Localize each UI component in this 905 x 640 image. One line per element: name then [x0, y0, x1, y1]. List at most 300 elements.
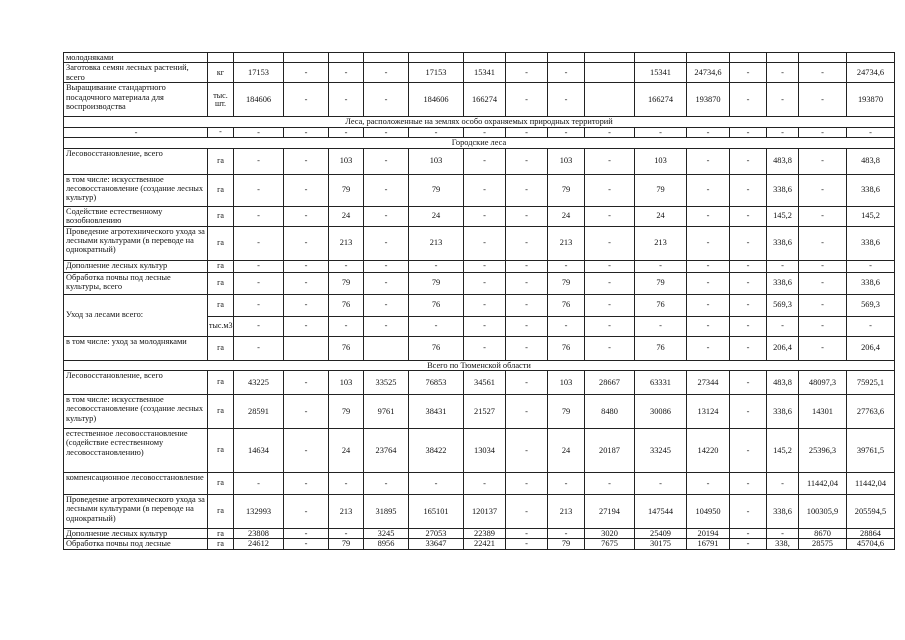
value-cell	[635, 53, 687, 63]
value-cell: 3245	[364, 529, 409, 539]
value-cell: -	[799, 316, 847, 336]
value-cell: -	[548, 473, 585, 495]
value-cell: -	[506, 127, 548, 137]
unit-cell: га	[208, 336, 234, 360]
value-cell: 79	[548, 539, 585, 549]
unit-cell: га	[208, 206, 234, 226]
value-cell: 25396,3	[799, 429, 847, 473]
value-cell: -	[799, 127, 847, 137]
value-cell: 17153	[409, 63, 464, 83]
value-cell: 79	[548, 174, 585, 206]
value-cell: 569,3	[767, 294, 799, 316]
value-cell: 8956	[364, 539, 409, 549]
value-cell: 193870	[687, 83, 730, 117]
row-label: Проведение агротехнического ухода за лесными культурами (в переводе на однократный)	[64, 226, 208, 260]
value-cell: -	[409, 316, 464, 336]
value-cell: -	[329, 83, 364, 117]
value-cell: 14220	[687, 429, 730, 473]
value-cell: 79	[329, 174, 364, 206]
value-cell: 15341	[635, 63, 687, 83]
value-cell: 79	[409, 174, 464, 206]
table-row	[64, 63, 895, 83]
value-cell: -	[506, 174, 548, 206]
value-cell: 338,6	[767, 272, 799, 294]
table-row	[64, 226, 895, 260]
value-cell: -	[234, 336, 284, 360]
row-label: Заготовка семян лесных растений, всего	[64, 63, 208, 83]
value-cell: 338,6	[767, 174, 799, 206]
value-cell: 28591	[234, 395, 284, 429]
value-cell: -	[234, 174, 284, 206]
value-cell: -	[585, 316, 635, 336]
value-cell: 20194	[687, 529, 730, 539]
value-cell: -	[506, 83, 548, 117]
value-cell: -	[585, 206, 635, 226]
value-cell: -	[847, 260, 895, 272]
value-cell: 27344	[687, 371, 730, 395]
value-cell: 184606	[234, 83, 284, 117]
unit-cell: га	[208, 429, 234, 473]
unit-cell: кг	[208, 63, 234, 83]
value-cell: 22421	[464, 539, 506, 549]
value-cell: 145,2	[847, 206, 895, 226]
value-cell	[284, 53, 329, 63]
value-cell: -	[464, 316, 506, 336]
value-cell: -	[687, 206, 730, 226]
section-header-row	[64, 117, 895, 127]
value-cell: -	[730, 316, 767, 336]
table-row	[64, 83, 895, 117]
value-cell: 38431	[409, 395, 464, 429]
value-cell: -	[284, 429, 329, 473]
value-cell: -	[284, 260, 329, 272]
value-cell: 79	[635, 174, 687, 206]
value-cell: 213	[548, 495, 585, 529]
table-row	[64, 53, 895, 63]
value-cell: -	[730, 495, 767, 529]
value-cell: -	[329, 260, 364, 272]
row-label: Выращивание стандартного посадочного материала для воспроизводства	[64, 83, 208, 117]
value-cell: 76	[548, 294, 585, 316]
value-cell: 24734,6	[687, 63, 730, 83]
value-cell: -	[234, 206, 284, 226]
value-cell: -	[234, 260, 284, 272]
value-cell: 483,8	[767, 148, 799, 174]
value-cell: -	[506, 473, 548, 495]
row-label: Лесовосстановление, всего	[64, 371, 208, 395]
unit-cell: га	[208, 395, 234, 429]
value-cell: 103	[329, 371, 364, 395]
table-row	[64, 539, 895, 549]
value-cell: 166274	[635, 83, 687, 117]
value-cell: -	[635, 473, 687, 495]
table-row	[64, 395, 895, 429]
value-cell: -	[329, 473, 364, 495]
row-label: Обработка почвы под лесные культуры, всего	[64, 272, 208, 294]
value-cell: -	[506, 395, 548, 429]
unit-cell: -	[208, 127, 234, 137]
value-cell: -	[329, 529, 364, 539]
value-cell: -	[284, 148, 329, 174]
value-cell: -	[585, 294, 635, 316]
value-cell: 7675	[585, 539, 635, 549]
value-cell: 63331	[635, 371, 687, 395]
value-cell: -	[284, 226, 329, 260]
value-cell: -	[364, 294, 409, 316]
value-cell: -	[329, 316, 364, 336]
value-cell: -	[730, 127, 767, 137]
value-cell: 16791	[687, 539, 730, 549]
value-cell: -	[847, 316, 895, 336]
value-cell: -	[464, 148, 506, 174]
value-cell: -	[687, 336, 730, 360]
unit-cell: тыс. шт.	[208, 83, 234, 117]
value-cell: 483,8	[767, 371, 799, 395]
unit-cell	[208, 53, 234, 63]
value-cell: -	[687, 226, 730, 260]
row-label: Обработка почвы под лесные	[64, 539, 208, 549]
value-cell: -	[506, 226, 548, 260]
value-cell: -	[284, 174, 329, 206]
value-cell	[548, 53, 585, 63]
row-label: Лесовосстановление, всего	[64, 148, 208, 174]
value-cell: -	[464, 127, 506, 137]
value-cell: -	[799, 206, 847, 226]
value-cell: -	[364, 473, 409, 495]
value-cell: -	[548, 529, 585, 539]
value-cell: -	[548, 63, 585, 83]
unit-cell: га	[208, 371, 234, 395]
table-row	[64, 272, 895, 294]
value-cell: 193870	[847, 83, 895, 117]
value-cell: -	[730, 148, 767, 174]
value-cell	[409, 53, 464, 63]
value-cell: -	[799, 260, 847, 272]
value-cell: 8670	[799, 529, 847, 539]
value-cell	[585, 53, 635, 63]
value-cell: -	[464, 260, 506, 272]
value-cell	[364, 53, 409, 63]
value-cell: 21527	[464, 395, 506, 429]
value-cell: 20187	[585, 429, 635, 473]
value-cell: -	[548, 127, 585, 137]
value-cell: 11442,04	[799, 473, 847, 495]
value-cell: -	[548, 260, 585, 272]
row-label: Дополнение лесных культур	[64, 260, 208, 272]
value-cell	[585, 63, 635, 83]
table-row	[64, 127, 895, 137]
value-cell: 76	[409, 336, 464, 360]
unit-cell: га	[208, 226, 234, 260]
value-cell: -	[284, 294, 329, 316]
value-cell: -	[409, 473, 464, 495]
value-cell: -	[767, 127, 799, 137]
value-cell	[364, 336, 409, 360]
value-cell: 145,2	[767, 429, 799, 473]
value-cell: -	[364, 174, 409, 206]
value-cell: 76853	[409, 371, 464, 395]
value-cell: 79	[329, 395, 364, 429]
value-cell: 338,6	[847, 174, 895, 206]
value-cell	[329, 53, 364, 63]
value-cell: 79	[329, 272, 364, 294]
value-cell: -	[585, 226, 635, 260]
value-cell: -	[284, 83, 329, 117]
value-cell: 103	[409, 148, 464, 174]
value-cell: 483,8	[847, 148, 895, 174]
value-cell: -	[730, 63, 767, 83]
value-cell: 103	[548, 371, 585, 395]
value-cell: -	[234, 316, 284, 336]
value-cell: 165101	[409, 495, 464, 529]
value-cell: -	[234, 294, 284, 316]
value-cell: 24	[409, 206, 464, 226]
value-cell	[585, 83, 635, 117]
value-cell: 24	[548, 429, 585, 473]
value-cell: -	[585, 473, 635, 495]
value-cell	[730, 53, 767, 63]
value-cell: -	[464, 174, 506, 206]
value-cell: 9761	[364, 395, 409, 429]
value-cell: 338,6	[767, 495, 799, 529]
value-cell: -	[687, 174, 730, 206]
value-cell: 24	[329, 429, 364, 473]
value-cell: -	[364, 260, 409, 272]
section-header-row	[64, 138, 895, 148]
value-cell: -	[234, 473, 284, 495]
value-cell: 24	[635, 206, 687, 226]
value-cell: 24	[548, 206, 585, 226]
value-cell	[464, 53, 506, 63]
forest-statistics-table	[63, 52, 895, 550]
value-cell: 38422	[409, 429, 464, 473]
row-label: естественное лесовосстановление (содействие естественному лесовосстановлению)	[64, 429, 208, 473]
value-cell: 79	[409, 272, 464, 294]
value-cell: 31895	[364, 495, 409, 529]
value-cell: -	[506, 206, 548, 226]
value-cell: -	[234, 272, 284, 294]
value-cell: 15341	[464, 63, 506, 83]
value-cell: -	[687, 127, 730, 137]
value-cell: 76	[548, 336, 585, 360]
value-cell: -	[730, 226, 767, 260]
value-cell: -	[464, 206, 506, 226]
value-cell: 76	[409, 294, 464, 316]
value-cell	[506, 53, 548, 63]
row-label: -	[64, 127, 208, 137]
value-cell: -	[506, 63, 548, 83]
value-cell: -	[799, 294, 847, 316]
value-cell: 39761,5	[847, 429, 895, 473]
value-cell: -	[730, 539, 767, 549]
value-cell: -	[284, 371, 329, 395]
value-cell: -	[767, 473, 799, 495]
section-header-row	[64, 360, 895, 370]
unit-cell: га	[208, 148, 234, 174]
value-cell: 76	[329, 336, 364, 360]
value-cell: -	[730, 260, 767, 272]
table-row	[64, 371, 895, 395]
value-cell: -	[730, 473, 767, 495]
value-cell: 213	[329, 226, 364, 260]
value-cell: -	[464, 272, 506, 294]
value-cell: -	[364, 127, 409, 137]
value-cell: -	[730, 272, 767, 294]
value-cell	[847, 53, 895, 63]
value-cell: -	[635, 316, 687, 336]
value-cell: 28864	[847, 529, 895, 539]
row-label: в том числе: искусственное лесовосстановление (создание лесных культур)	[64, 174, 208, 206]
value-cell: -	[730, 206, 767, 226]
value-cell: 569,3	[847, 294, 895, 316]
value-cell: -	[767, 316, 799, 336]
value-cell: -	[730, 83, 767, 117]
value-cell: -	[767, 83, 799, 117]
value-cell: -	[284, 63, 329, 83]
value-cell: -	[585, 260, 635, 272]
value-cell: 147544	[635, 495, 687, 529]
value-cell: -	[730, 529, 767, 539]
value-cell: -	[364, 63, 409, 83]
value-cell: -	[585, 127, 635, 137]
table-row	[64, 294, 895, 316]
value-cell: 45704,6	[847, 539, 895, 549]
table-row	[64, 148, 895, 174]
value-cell: -	[687, 316, 730, 336]
row-label: в том числе: искусственное лесовосстановление (создание лесных культур)	[64, 395, 208, 429]
value-cell: -	[284, 473, 329, 495]
value-cell: -	[284, 316, 329, 336]
value-cell: 43225	[234, 371, 284, 395]
value-cell: 103	[548, 148, 585, 174]
value-cell: -	[284, 539, 329, 549]
value-cell	[799, 53, 847, 63]
row-label: молодняками	[64, 53, 208, 63]
value-cell: -	[464, 226, 506, 260]
value-cell: -	[799, 336, 847, 360]
unit-cell: тыс.м3	[208, 316, 234, 336]
value-cell: -	[730, 371, 767, 395]
value-cell: -	[329, 63, 364, 83]
value-cell: 166274	[464, 83, 506, 117]
value-cell: 13034	[464, 429, 506, 473]
value-cell: -	[730, 294, 767, 316]
value-cell: -	[409, 260, 464, 272]
value-cell: -	[506, 316, 548, 336]
value-cell: -	[799, 174, 847, 206]
value-cell: 30086	[635, 395, 687, 429]
value-cell: 79	[635, 272, 687, 294]
table-body	[64, 53, 895, 550]
value-cell: 23764	[364, 429, 409, 473]
value-cell: 79	[329, 539, 364, 549]
value-cell: -	[364, 206, 409, 226]
value-cell: 3020	[585, 529, 635, 539]
value-cell: 338,6	[767, 395, 799, 429]
unit-cell: га	[208, 473, 234, 495]
section-title: Всего по Тюменской области	[64, 360, 895, 370]
value-cell: 132993	[234, 495, 284, 529]
value-cell: 24	[329, 206, 364, 226]
value-cell	[284, 336, 329, 360]
value-cell: -	[464, 336, 506, 360]
value-cell: -	[506, 336, 548, 360]
value-cell: 76	[635, 294, 687, 316]
value-cell: -	[687, 294, 730, 316]
value-cell: -	[767, 63, 799, 83]
value-cell: -	[284, 206, 329, 226]
section-title: Леса, расположенные на землях особо охраняемых природных территорий	[64, 117, 895, 127]
value-cell: -	[364, 83, 409, 117]
value-cell: -	[730, 429, 767, 473]
table-row	[64, 336, 895, 360]
value-cell: 14634	[234, 429, 284, 473]
value-cell: -	[799, 83, 847, 117]
value-cell: -	[234, 148, 284, 174]
value-cell: -	[506, 429, 548, 473]
table-row	[64, 529, 895, 539]
value-cell: 28575	[799, 539, 847, 549]
value-cell: -	[548, 316, 585, 336]
value-cell: -	[687, 260, 730, 272]
value-cell: -	[506, 272, 548, 294]
value-cell: -	[730, 336, 767, 360]
value-cell: -	[687, 272, 730, 294]
value-cell: 22389	[464, 529, 506, 539]
value-cell: -	[548, 83, 585, 117]
value-cell: 27194	[585, 495, 635, 529]
value-cell: 79	[548, 272, 585, 294]
table-row	[64, 473, 895, 495]
value-cell: 25409	[635, 529, 687, 539]
unit-cell: га	[208, 294, 234, 316]
value-cell: -	[687, 473, 730, 495]
unit-cell: га	[208, 529, 234, 539]
value-cell: -	[799, 272, 847, 294]
value-cell: -	[730, 395, 767, 429]
value-cell: 213	[329, 495, 364, 529]
value-cell	[767, 53, 799, 63]
value-cell: -	[284, 495, 329, 529]
value-cell: -	[364, 148, 409, 174]
value-cell: 33245	[635, 429, 687, 473]
value-cell: 206,4	[767, 336, 799, 360]
value-cell: -	[506, 260, 548, 272]
value-cell: -	[284, 127, 329, 137]
value-cell: 338,6	[847, 272, 895, 294]
value-cell: -	[506, 148, 548, 174]
value-cell: -	[506, 539, 548, 549]
value-cell: -	[730, 174, 767, 206]
value-cell: 145,2	[767, 206, 799, 226]
value-cell: 13124	[687, 395, 730, 429]
value-cell: 30175	[635, 539, 687, 549]
unit-cell: га	[208, 272, 234, 294]
row-label: в том числе: уход за молодняками	[64, 336, 208, 360]
value-cell: 104950	[687, 495, 730, 529]
table-row	[64, 429, 895, 473]
value-cell: -	[364, 272, 409, 294]
value-cell: 34561	[464, 371, 506, 395]
value-cell: -	[585, 272, 635, 294]
row-label: Содействие естественному возобновлению	[64, 206, 208, 226]
value-cell: 213	[548, 226, 585, 260]
value-cell: 8480	[585, 395, 635, 429]
value-cell: -	[329, 127, 364, 137]
table-row	[64, 206, 895, 226]
unit-cell: га	[208, 495, 234, 529]
value-cell: 23808	[234, 529, 284, 539]
